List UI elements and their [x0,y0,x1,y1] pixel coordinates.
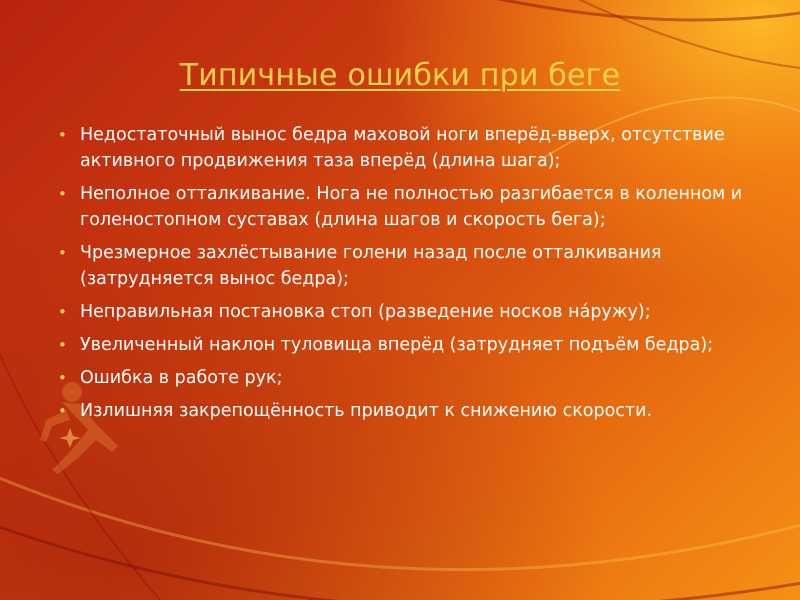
list-item-text: Увеличенный наклон туловища вперёд (затрудняет подъём бедра); [80,335,714,355]
list-item-text: Чрезмерное захлёстывание голени назад после отталкивания (затрудняется вынос бедра); [80,243,662,289]
list-item [56,332,756,358]
bullet-dot-icon: • [58,185,67,203]
bullet-dot-icon: • [58,244,67,262]
mistakes-list [56,122,756,431]
list-item [56,299,756,325]
swoosh-bottom-arc-2 [0,520,800,600]
bullet-dot-icon: • [58,303,67,321]
bullet-dot-icon: • [58,336,67,354]
list-item [56,240,756,292]
list-item-text: Недостаточный вынос бедра маховой ноги вперёд-вверх, отсутствие активного продвижения таза вперёд (длина шага); [80,125,725,171]
list-item [56,365,756,391]
swoosh-bottom-arc [0,470,800,570]
slide-title: Типичные ошибки при беге [179,58,621,93]
list-item-text: Неправильная постановка стоп (разведение носков нáружу); [80,302,651,322]
list-item [56,122,756,174]
bullet-dot-icon: • [58,369,67,387]
bullet-dot-icon: • [58,126,67,144]
list-item [56,181,756,233]
list-item-text: Ошибка в работе рук; [80,368,283,388]
list-item [56,398,756,424]
bullet-dot-icon: • [58,402,67,420]
list-item-text: Излишняя закрепощённость приводит к снижению скорости. [80,401,653,421]
list-item-text: Неполное отталкивание. Нога не полностью разгибается в коленном и голеностопном суставах (длина шагов и скорость бега); [80,184,743,230]
swoosh-top-arc [420,0,800,20]
